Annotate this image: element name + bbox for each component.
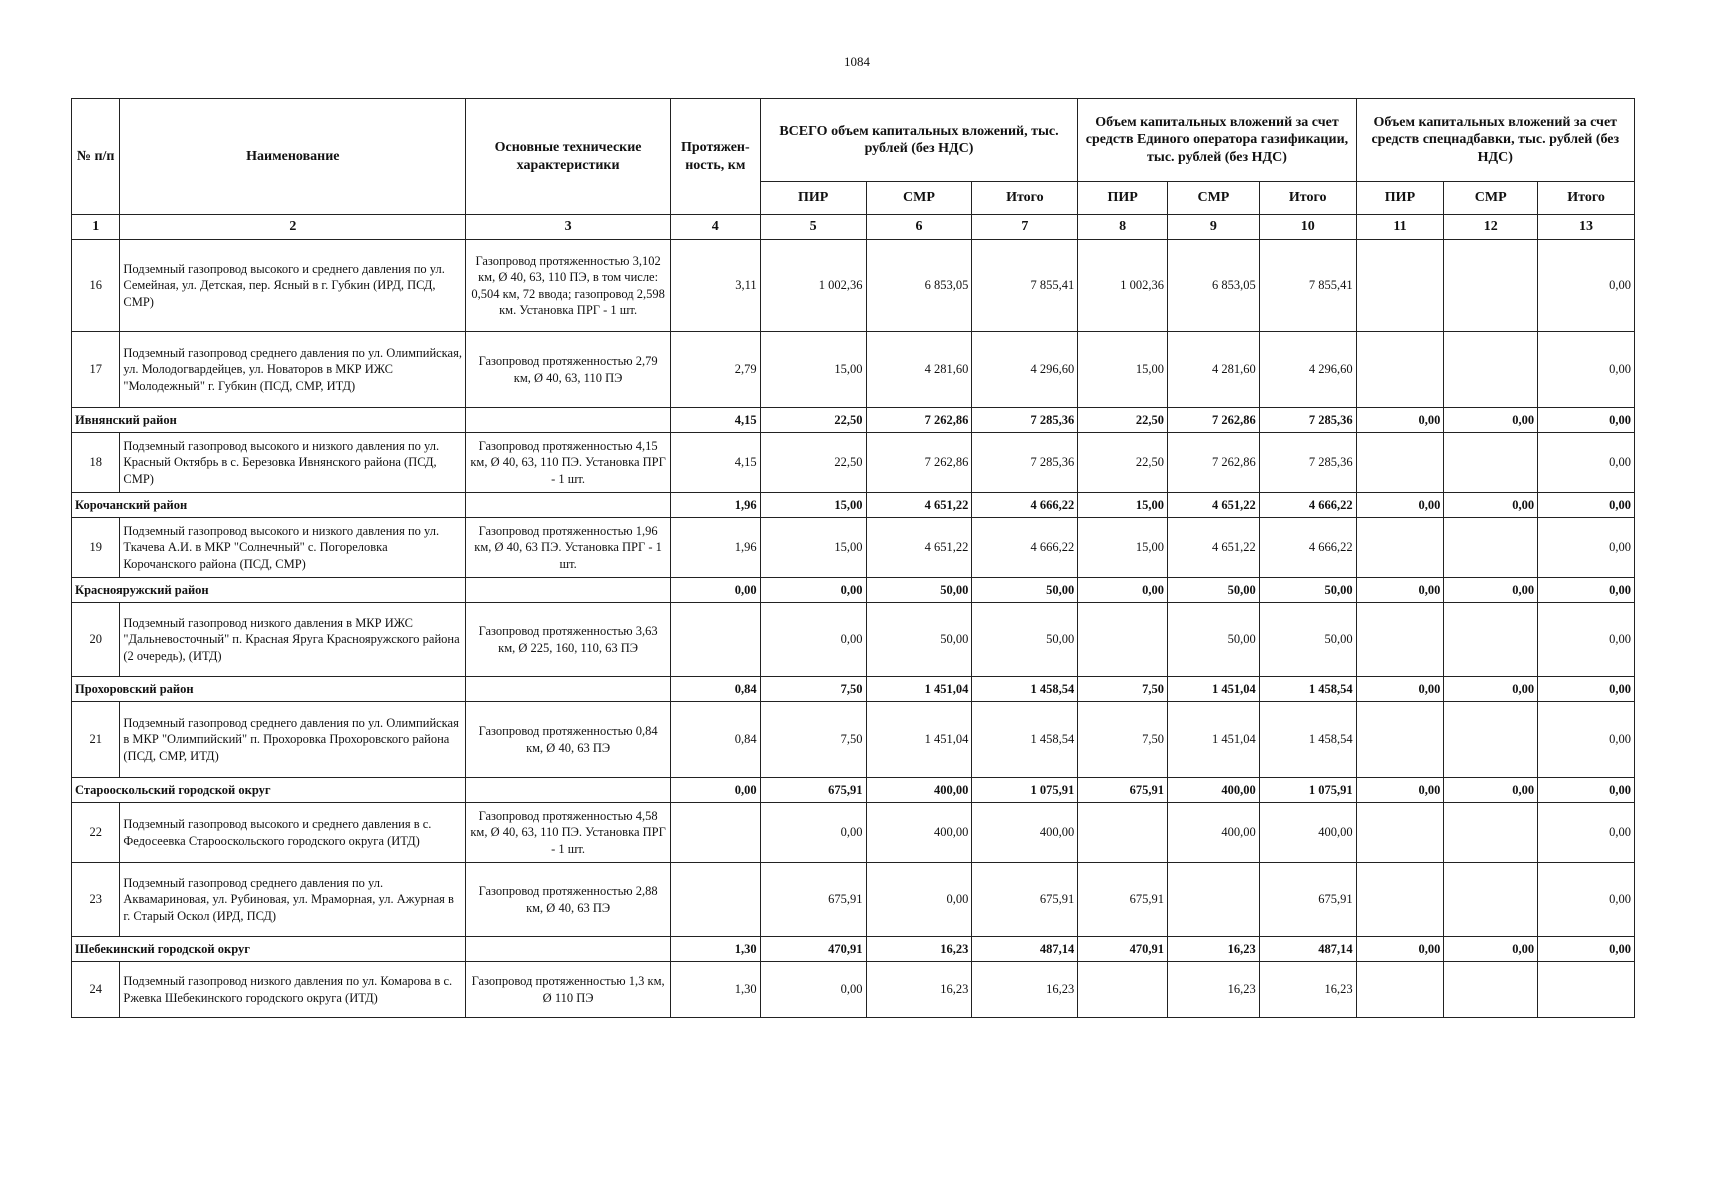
- value-cell: 15,00: [1078, 518, 1168, 578]
- value-cell: 4 666,22: [972, 518, 1078, 578]
- value-cell: [1444, 332, 1538, 408]
- column-number: 10: [1259, 215, 1356, 240]
- value-cell: 1 451,04: [866, 702, 972, 778]
- value-cell: 675,91: [972, 863, 1078, 937]
- value-cell: [1356, 863, 1444, 937]
- district-subtotal-row: [72, 493, 1635, 518]
- value-cell: 0,00: [670, 578, 760, 603]
- district-name: Прохоровский район: [72, 677, 466, 702]
- value-cell: 15,00: [760, 518, 866, 578]
- row-number: 22: [72, 803, 120, 863]
- value-cell: 50,00: [866, 603, 972, 677]
- value-cell: 0,00: [1444, 677, 1538, 702]
- value-cell: 16,23: [1259, 962, 1356, 1018]
- value-cell: [1444, 518, 1538, 578]
- value-cell: [1078, 803, 1168, 863]
- value-cell: 0,00: [760, 803, 866, 863]
- value-cell: 0,00: [1538, 603, 1635, 677]
- technical-characteristics: Газопровод протяженностью 4,58 км, Ø 40, 63, 110 ПЭ. Установка ПРГ - 1 шт.: [466, 803, 671, 863]
- header-group-operator: Объем капитальных вложений за счет средств Единого оператора газификации, тыс. рублей (без НДС): [1078, 99, 1356, 182]
- technical-characteristics: Газопровод протяженностью 0,84 км, Ø 40, 63 ПЭ: [466, 702, 671, 778]
- value-cell: 1 451,04: [866, 677, 972, 702]
- value-cell: [1356, 332, 1444, 408]
- value-cell: 4 666,22: [1259, 493, 1356, 518]
- value-cell: 0,84: [670, 677, 760, 702]
- value-cell: 675,91: [1078, 778, 1168, 803]
- value-cell: 50,00: [972, 603, 1078, 677]
- value-cell: [670, 803, 760, 863]
- capital-investment-table: [71, 98, 1635, 1018]
- value-cell: 7,50: [760, 677, 866, 702]
- value-cell: 0,00: [1078, 578, 1168, 603]
- table-row: [72, 962, 1635, 1018]
- page-number: 1084: [844, 54, 870, 69]
- value-cell: 400,00: [866, 803, 972, 863]
- value-cell: [1444, 433, 1538, 493]
- value-cell: 15,00: [1078, 332, 1168, 408]
- value-cell: 7 262,86: [1168, 433, 1260, 493]
- row-number: 24: [72, 962, 120, 1018]
- header-tech: Основные технические характеристики: [466, 99, 671, 215]
- value-cell: 470,91: [1078, 937, 1168, 962]
- value-cell: 0,00: [1356, 408, 1444, 433]
- value-cell: 0,00: [760, 603, 866, 677]
- object-name: Подземный газопровод среднего давления по ул. Олимпийская в МКР "Олимпийский" п. Прохоровка Прохоровского района (ПСД, СМР, ИТД): [120, 702, 466, 778]
- value-cell: 4,15: [670, 408, 760, 433]
- value-cell: 400,00: [1168, 803, 1260, 863]
- empty-cell: [466, 937, 671, 962]
- value-cell: 0,00: [760, 962, 866, 1018]
- value-cell: 7,50: [1078, 677, 1168, 702]
- value-cell: 0,00: [1538, 578, 1635, 603]
- value-cell: 1 458,54: [1259, 677, 1356, 702]
- value-cell: 50,00: [1168, 578, 1260, 603]
- value-cell: 0,00: [1444, 578, 1538, 603]
- value-cell: 0,00: [1356, 937, 1444, 962]
- technical-characteristics: Газопровод протяженностью 2,79 км, Ø 40, 63, 110 ПЭ: [466, 332, 671, 408]
- value-cell: 6 853,05: [1168, 240, 1260, 332]
- table-row: [72, 433, 1635, 493]
- district-subtotal-row: [72, 578, 1635, 603]
- object-name: Подземный газопровод высокого и среднего давления в с. Федосеевка Старооскольского городского округа (ИТД): [120, 803, 466, 863]
- value-cell: [1356, 518, 1444, 578]
- value-cell: 0,00: [1538, 937, 1635, 962]
- value-cell: 1 458,54: [1259, 702, 1356, 778]
- value-cell: 4 651,22: [866, 518, 972, 578]
- column-number: 3: [466, 215, 671, 240]
- value-cell: 16,23: [1168, 937, 1260, 962]
- value-cell: 6 853,05: [866, 240, 972, 332]
- value-cell: 4 666,22: [1259, 518, 1356, 578]
- value-cell: 22,50: [760, 408, 866, 433]
- value-cell: 50,00: [1168, 603, 1260, 677]
- value-cell: 16,23: [1168, 962, 1260, 1018]
- value-cell: 0,00: [1538, 408, 1635, 433]
- row-number: 16: [72, 240, 120, 332]
- value-cell: 22,50: [1078, 433, 1168, 493]
- value-cell: 4 281,60: [866, 332, 972, 408]
- value-cell: 0,00: [1444, 493, 1538, 518]
- value-cell: [1356, 433, 1444, 493]
- value-cell: 0,84: [670, 702, 760, 778]
- value-cell: [1444, 702, 1538, 778]
- value-cell: 2,79: [670, 332, 760, 408]
- header-pir: ПИР: [760, 182, 866, 215]
- column-number: 4: [670, 215, 760, 240]
- column-number: 8: [1078, 215, 1168, 240]
- value-cell: [1356, 803, 1444, 863]
- column-number-row: [72, 215, 1635, 240]
- header-group-special: Объем капитальных вложений за счет средств спецнадбавки, тыс. рублей (без НДС): [1356, 99, 1634, 182]
- header-smr: СМР: [1168, 182, 1260, 215]
- value-cell: 0,00: [1538, 493, 1635, 518]
- value-cell: 400,00: [972, 803, 1078, 863]
- value-cell: [1078, 603, 1168, 677]
- header-group-total: ВСЕГО объем капитальных вложений, тыс. рублей (без НДС): [760, 99, 1078, 182]
- value-cell: 675,91: [1259, 863, 1356, 937]
- value-cell: 0,00: [1356, 677, 1444, 702]
- column-number: 2: [120, 215, 466, 240]
- value-cell: [1444, 240, 1538, 332]
- value-cell: 1 451,04: [1168, 702, 1260, 778]
- value-cell: 0,00: [1538, 803, 1635, 863]
- value-cell: 22,50: [760, 433, 866, 493]
- object-name: Подземный газопровод высокого и низкого давления по ул. Красный Октябрь в с. Березовка Ивнянского района (ПСД, СМР): [120, 433, 466, 493]
- value-cell: 0,00: [760, 578, 866, 603]
- header-name: Наименование: [120, 99, 466, 215]
- table-row: [72, 518, 1635, 578]
- value-cell: 4 281,60: [1168, 332, 1260, 408]
- value-cell: [1444, 863, 1538, 937]
- header-itogo: Итого: [1538, 182, 1635, 215]
- object-name: Подземный газопровод высокого и среднего давления по ул. Семейная, ул. Детская, пер. Ясный в г. Губкин (ИРД, ПСД, СМР): [120, 240, 466, 332]
- value-cell: 15,00: [760, 493, 866, 518]
- value-cell: 1,30: [670, 962, 760, 1018]
- table-row: [72, 803, 1635, 863]
- value-cell: 4 296,60: [972, 332, 1078, 408]
- value-cell: 7 285,36: [972, 408, 1078, 433]
- value-cell: [670, 603, 760, 677]
- value-cell: 400,00: [866, 778, 972, 803]
- column-number: 7: [972, 215, 1078, 240]
- value-cell: 1 075,91: [1259, 778, 1356, 803]
- value-cell: [1356, 240, 1444, 332]
- technical-characteristics: Газопровод протяженностью 2,88 км, Ø 40, 63 ПЭ: [466, 863, 671, 937]
- value-cell: 0,00: [1538, 702, 1635, 778]
- value-cell: 3,11: [670, 240, 760, 332]
- value-cell: 675,91: [760, 778, 866, 803]
- value-cell: 50,00: [1259, 578, 1356, 603]
- table-row: [72, 332, 1635, 408]
- value-cell: 7 262,86: [866, 433, 972, 493]
- value-cell: 400,00: [1168, 778, 1260, 803]
- value-cell: 4 651,22: [1168, 518, 1260, 578]
- object-name: Подземный газопровод низкого давления в МКР ИЖС "Дальневосточный" п. Красная Яруга Краснояружского района (2 очередь), (ИТД): [120, 603, 466, 677]
- value-cell: 1 458,54: [972, 677, 1078, 702]
- technical-characteristics: Газопровод протяженностью 1,96 км, Ø 40, 63 ПЭ. Установка ПРГ - 1 шт.: [466, 518, 671, 578]
- value-cell: 15,00: [760, 332, 866, 408]
- row-number: 19: [72, 518, 120, 578]
- technical-characteristics: Газопровод протяженностью 4,15 км, Ø 40, 63, 110 ПЭ. Установка ПРГ - 1 шт.: [466, 433, 671, 493]
- row-number: 23: [72, 863, 120, 937]
- value-cell: [1356, 962, 1444, 1018]
- value-cell: 0,00: [1356, 493, 1444, 518]
- value-cell: 1 451,04: [1168, 677, 1260, 702]
- value-cell: 470,91: [760, 937, 866, 962]
- header-itogo: Итого: [972, 182, 1078, 215]
- district-name: Ивнянский район: [72, 408, 466, 433]
- technical-characteristics: Газопровод протяженностью 1,3 км, Ø 110 ПЭ: [466, 962, 671, 1018]
- column-number: 5: [760, 215, 866, 240]
- district-name: Краснояружский район: [72, 578, 466, 603]
- value-cell: 7 262,86: [1168, 408, 1260, 433]
- value-cell: 0,00: [1538, 863, 1635, 937]
- value-cell: 16,23: [866, 962, 972, 1018]
- value-cell: 7 855,41: [972, 240, 1078, 332]
- value-cell: 7 285,36: [1259, 433, 1356, 493]
- table-row: [72, 702, 1635, 778]
- value-cell: 15,00: [1078, 493, 1168, 518]
- value-cell: [1444, 803, 1538, 863]
- value-cell: 0,00: [1538, 778, 1635, 803]
- value-cell: 0,00: [1538, 518, 1635, 578]
- value-cell: 7,50: [760, 702, 866, 778]
- value-cell: 4,15: [670, 433, 760, 493]
- value-cell: 1 458,54: [972, 702, 1078, 778]
- value-cell: 0,00: [1444, 937, 1538, 962]
- value-cell: 1,96: [670, 518, 760, 578]
- row-number: 17: [72, 332, 120, 408]
- value-cell: 0,00: [1356, 578, 1444, 603]
- value-cell: 0,00: [670, 778, 760, 803]
- value-cell: 4 666,22: [972, 493, 1078, 518]
- value-cell: 1 002,36: [1078, 240, 1168, 332]
- value-cell: 675,91: [760, 863, 866, 937]
- value-cell: 0,00: [1356, 778, 1444, 803]
- column-number: 11: [1356, 215, 1444, 240]
- table-row: [72, 863, 1635, 937]
- header-pir: ПИР: [1356, 182, 1444, 215]
- header-length: Протяжен-ность, км: [670, 99, 760, 215]
- value-cell: 7 262,86: [866, 408, 972, 433]
- value-cell: 0,00: [866, 863, 972, 937]
- row-number: 18: [72, 433, 120, 493]
- column-number: 13: [1538, 215, 1635, 240]
- header-num: № п/п: [72, 99, 120, 215]
- column-number: 6: [866, 215, 972, 240]
- table-row: [72, 240, 1635, 332]
- district-subtotal-row: [72, 677, 1635, 702]
- value-cell: 50,00: [1259, 603, 1356, 677]
- header-smr: СМР: [1444, 182, 1538, 215]
- value-cell: 675,91: [1078, 863, 1168, 937]
- value-cell: 487,14: [972, 937, 1078, 962]
- value-cell: 400,00: [1259, 803, 1356, 863]
- value-cell: 4 296,60: [1259, 332, 1356, 408]
- value-cell: [1356, 603, 1444, 677]
- value-cell: 7 285,36: [1259, 408, 1356, 433]
- value-cell: 7 855,41: [1259, 240, 1356, 332]
- district-subtotal-row: [72, 778, 1635, 803]
- value-cell: 1,30: [670, 937, 760, 962]
- value-cell: [1538, 962, 1635, 1018]
- column-number: 12: [1444, 215, 1538, 240]
- object-name: Подземный газопровод среднего давления по ул. Олимпийская, ул. Молодогвардейцев, ул. Новаторов в МКР ИЖС "Молодежный" г. Губкин (ПСД, СМР, ИТД): [120, 332, 466, 408]
- district-name: Старооскольский городской округ: [72, 778, 466, 803]
- value-cell: [1078, 962, 1168, 1018]
- value-cell: 22,50: [1078, 408, 1168, 433]
- value-cell: 7,50: [1078, 702, 1168, 778]
- district-name: Корочанский район: [72, 493, 466, 518]
- empty-cell: [466, 778, 671, 803]
- value-cell: 0,00: [1444, 408, 1538, 433]
- column-number: 1: [72, 215, 120, 240]
- value-cell: 487,14: [1259, 937, 1356, 962]
- value-cell: 0,00: [1538, 240, 1635, 332]
- value-cell: [1444, 962, 1538, 1018]
- value-cell: 7 285,36: [972, 433, 1078, 493]
- value-cell: [1356, 702, 1444, 778]
- district-subtotal-row: [72, 408, 1635, 433]
- value-cell: 0,00: [1538, 332, 1635, 408]
- value-cell: 16,23: [866, 937, 972, 962]
- row-number: 21: [72, 702, 120, 778]
- empty-cell: [466, 408, 671, 433]
- value-cell: 50,00: [866, 578, 972, 603]
- value-cell: 0,00: [1444, 778, 1538, 803]
- value-cell: [1168, 863, 1260, 937]
- value-cell: 1,96: [670, 493, 760, 518]
- table-row: [72, 603, 1635, 677]
- empty-cell: [466, 493, 671, 518]
- empty-cell: [466, 677, 671, 702]
- technical-characteristics: Газопровод протяженностью 3,63 км, Ø 225, 160, 110, 63 ПЭ: [466, 603, 671, 677]
- object-name: Подземный газопровод среднего давления по ул. Аквамариновая, ул. Рубиновая, ул. Мраморная, ул. Ажурная в г. Старый Оскол (ИРД, ПСД): [120, 863, 466, 937]
- value-cell: 0,00: [1538, 677, 1635, 702]
- value-cell: 50,00: [972, 578, 1078, 603]
- value-cell: 1 075,91: [972, 778, 1078, 803]
- header-itogo: Итого: [1259, 182, 1356, 215]
- header-pir: ПИР: [1078, 182, 1168, 215]
- district-name: Шебекинский городской округ: [72, 937, 466, 962]
- district-subtotal-row: [72, 937, 1635, 962]
- value-cell: 0,00: [1538, 433, 1635, 493]
- value-cell: 4 651,22: [866, 493, 972, 518]
- empty-cell: [466, 578, 671, 603]
- object-name: Подземный газопровод высокого и низкого давления по ул. Ткачева А.И. в МКР "Солнечный" с. Погореловка Корочанского района (ПСД, СМР): [120, 518, 466, 578]
- object-name: Подземный газопровод низкого давления по ул. Комарова в с. Ржевка Шебекинского городского округа (ИТД): [120, 962, 466, 1018]
- value-cell: [1444, 603, 1538, 677]
- row-number: 20: [72, 603, 120, 677]
- column-number: 9: [1168, 215, 1260, 240]
- header-smr: СМР: [866, 182, 972, 215]
- value-cell: 4 651,22: [1168, 493, 1260, 518]
- value-cell: 16,23: [972, 962, 1078, 1018]
- technical-characteristics: Газопровод протяженностью 3,102 км, Ø 40, 63, 110 ПЭ, в том числе: 0,504 км, 72 ввода; газопровод 2,598 км. Установка ПРГ - 1 шт.: [466, 240, 671, 332]
- value-cell: 1 002,36: [760, 240, 866, 332]
- value-cell: [670, 863, 760, 937]
